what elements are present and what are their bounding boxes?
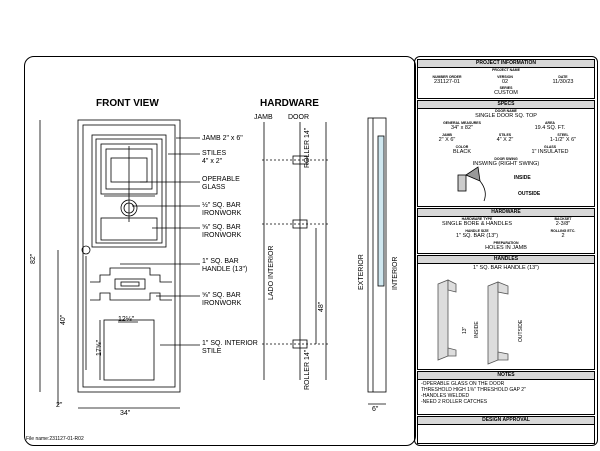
handle-size-value: 1" SQ. BAR (13") — [455, 233, 499, 239]
project-information-box — [417, 59, 595, 99]
area-value: 19.4 SQ. FT. — [534, 125, 566, 131]
jamb-label: JAMB — [442, 133, 452, 137]
callout-handle-2: HANDLE (13") — [202, 266, 248, 273]
dimension-48: 48" — [318, 301, 325, 312]
dimension-82: 82" — [30, 253, 37, 264]
date-label: DATE — [558, 75, 568, 79]
hardware-type-value: SINGLE BORE & HANDLES — [442, 221, 512, 227]
notes-title: NOTES — [418, 372, 594, 380]
handle-drawing-icon — [418, 256, 594, 369]
hardware-box — [417, 208, 595, 254]
exterior-label: EXTERIOR — [358, 254, 365, 290]
dimension-12: 12⅛" — [118, 316, 135, 323]
swing-inside-label: INSIDE — [514, 175, 531, 181]
door-name-value: SINGLE DOOR SQ. TOP — [475, 113, 537, 119]
callout-bar-lower: ⅝" SQ. BAR — [202, 292, 241, 299]
note-line-4: -NEED 2 ROLLER CATCHES — [421, 399, 488, 405]
callout-stiles: STILES — [202, 150, 227, 157]
design-approval-title: DESIGN APPROVAL — [418, 417, 594, 425]
series-value: CUSTOM — [494, 90, 518, 96]
note-line-2: THRESHOLD HIGH 1⅜" THRESHOLD GAP 2" — [421, 387, 526, 393]
hardware-panel-title: HARDWARE — [418, 209, 594, 217]
callout-interior-stile-2: STILE — [202, 348, 222, 355]
callout-bar-half: ½" SQ. BAR — [202, 202, 241, 209]
preparation-label: PREPARATION — [493, 241, 519, 245]
specs-box — [417, 100, 595, 207]
project-name-label: PROJECT NAME — [492, 68, 520, 72]
callout-stiles-size: 4" x 2" — [202, 158, 223, 165]
hardware-type-label: HARDWARE TYPE — [461, 217, 493, 221]
general-measures-label: GENERAL MEASURES — [443, 121, 481, 125]
door-swing-label: DOOR SWING — [494, 157, 518, 161]
handles-title: HANDLES — [418, 256, 594, 264]
swing-diagram-icon — [418, 101, 594, 206]
door-name-label: DOOR NAME — [495, 109, 517, 113]
callout-glass-2: GLASS — [202, 184, 226, 191]
note-line-1: -OPERABLE GLASS ON THE DOOR — [421, 381, 505, 387]
callout-bar-half-2: IRONWORK — [202, 210, 242, 217]
dimension-40: 40" — [60, 314, 67, 325]
handles-description: 1" SQ. BAR HANDLE (13") — [473, 265, 539, 271]
title-block-panel — [414, 56, 598, 446]
door-column-label: DOOR — [288, 114, 309, 121]
glass-label: GLASS — [543, 145, 557, 149]
general-measures-value: 34" x 82" — [451, 125, 473, 131]
lado-interior-label: LADO INTERIOR — [268, 245, 275, 300]
swing-outside-label: OUTSIDE — [518, 191, 541, 197]
steel-value: 1-1/2" X 6" — [549, 137, 577, 143]
handle-inside-label: INSIDE — [474, 321, 480, 338]
handles-box — [417, 255, 595, 370]
callout-bar-five-eighths: ⅝" SQ. BAR — [202, 224, 241, 231]
rolling-label: ROLLING ETC. — [550, 229, 576, 233]
interior-label: INTERIOR — [392, 256, 399, 290]
number-order-label: NUMBER ORDER — [432, 75, 462, 79]
backset-label: BACKSET — [554, 217, 572, 221]
callout-jamb: JAMB 2" x 6" — [202, 135, 243, 142]
jamb-value: 2" X 6" — [438, 137, 456, 143]
notes-box — [417, 371, 595, 415]
front-view-title: FRONT VIEW — [96, 98, 159, 109]
area-label: AREA — [545, 121, 555, 125]
file-name: File name:231127-01-R02 — [26, 436, 84, 442]
backset-value: 2-3/8" — [555, 221, 571, 227]
stiles-label: STILES — [498, 133, 512, 137]
dimension-2: 2" — [56, 402, 63, 409]
series-label: SERIES — [499, 86, 513, 90]
callout-interior-stile: 1" SQ. INTERIOR — [202, 340, 258, 347]
version-label: VERSION — [497, 75, 513, 79]
rolling-value: 2 — [561, 233, 565, 239]
callout-bar-five-eighths-2: IRONWORK — [202, 232, 242, 239]
callout-glass: OPERABLE — [202, 176, 240, 183]
jamb-column-label: JAMB — [254, 114, 273, 121]
preparation-value: HOLES IN JAMB — [485, 245, 527, 251]
number-order-value: 231127-01 — [434, 79, 460, 85]
project-information-title: PROJECT INFORMATION — [418, 60, 594, 68]
hardware-title: HARDWARE — [260, 98, 319, 109]
steel-label: STEEL — [557, 133, 569, 137]
dimension-17: 17⅝" — [96, 339, 103, 356]
callout-bar-lower-2: IRONWORK — [202, 300, 242, 307]
roller-top-label: ROLLER 14" — [304, 127, 311, 168]
color-value: BLACK — [452, 149, 472, 155]
glass-value: 1" INSULATED — [531, 149, 569, 155]
callout-handle: 1" SQ. BAR — [202, 258, 239, 265]
design-approval-box — [417, 416, 595, 444]
note-line-3: -HANDLES WELDED — [421, 393, 470, 399]
date-value: 11/30/23 — [552, 79, 574, 85]
color-label: COLOR — [455, 145, 469, 149]
dimension-6: 6" — [372, 406, 379, 413]
roller-bottom-label: ROLLER 14" — [304, 349, 311, 390]
handle-size-label: HANDLE SIZE — [465, 229, 489, 233]
stiles-value: 4" X 2" — [496, 137, 514, 143]
version-value: 02 — [501, 79, 509, 85]
handle-outside-label: OUTSIDE — [518, 319, 524, 342]
handle-dimension: 13" — [462, 326, 468, 334]
dimension-34: 34" — [120, 410, 131, 417]
door-swing-value: INSWING (RIGHT SWING) — [472, 161, 540, 167]
specs-title: SPECS — [418, 101, 594, 109]
